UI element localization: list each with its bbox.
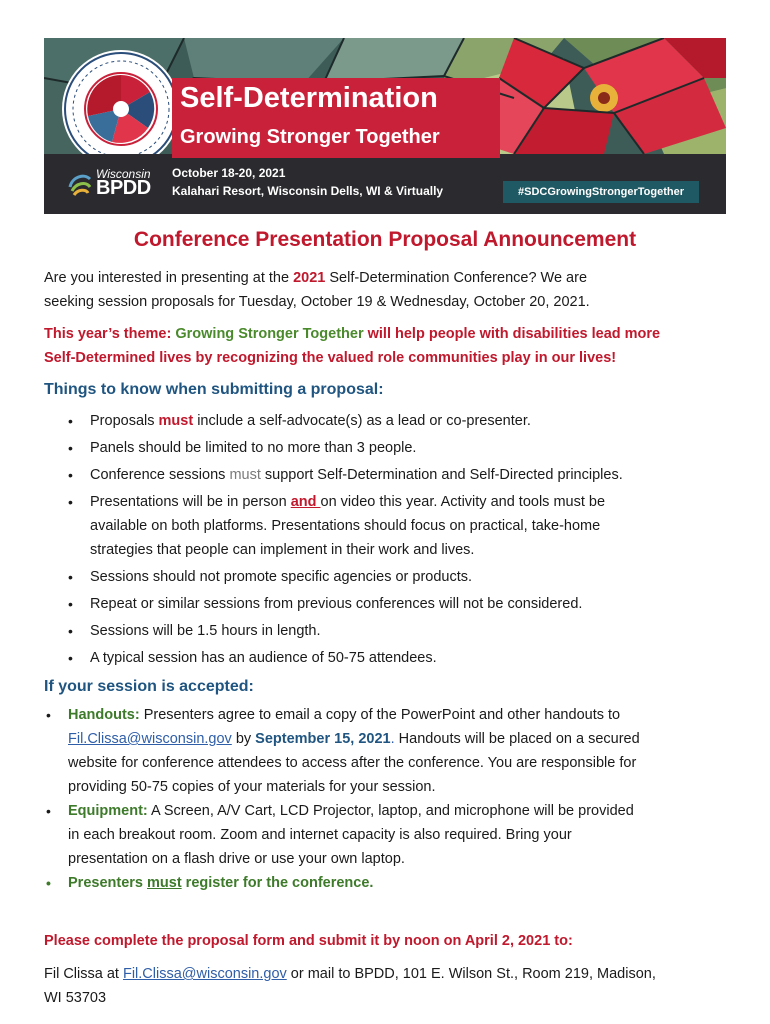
- if-accepted-heading: If your session is accepted:: [44, 678, 254, 695]
- conference-seal-logo: [62, 50, 180, 168]
- theme-line-1: This year’s theme: Growing Stronger Together will help people with disabilities lead more: [44, 326, 661, 342]
- intro-paragraph: [44, 266, 590, 314]
- intro-year: 2021: [293, 270, 326, 286]
- bpdd-swirl-icon: [66, 169, 94, 197]
- list-item-handouts: • Handouts: Presenters agree to email a copy of the PowerPoint and other handouts to Fil.Clissa@wisconsin.gov by September 15, 2021. Handouts will be placed on a secured website for conference attendees to access after the conference. You are responsible for providing 50-75 copies of your materials for your session.: [44, 703, 734, 799]
- intro-line-2: seeking session proposals for Tuesday, October 19 & Wednesday, October 20, 2021.: [44, 294, 590, 310]
- contact-paragraph: Fil Clissa at Fil.Clissa@wisconsin.gov or mail to BPDD, 101 E. Wilson St., Room 219, Madison, WI 53703: [44, 962, 656, 1010]
- list-item: • A typical session has an audience of 50-75 attendees.: [68, 646, 728, 670]
- conference-banner: [44, 38, 726, 214]
- things-to-know-heading: Things to know when submitting a proposal:: [44, 381, 384, 398]
- list-item-register: • Presenters must register for the conference.: [44, 871, 734, 895]
- banner-title: Self-Determination: [180, 82, 438, 114]
- banner-subtitle: Growing Stronger Together: [180, 126, 440, 148]
- theme-line-2: Self-Determined lives by recognizing the valued role communities play in our lives!: [44, 350, 617, 366]
- banner-title-box: [172, 78, 500, 158]
- logo-wisconsin-text: Wisconsin: [96, 167, 151, 181]
- submission-deadline: Please complete the proposal form and submit it by noon on April 2, 2021 to:: [44, 933, 573, 949]
- list-item: • Sessions should not promote specific agencies or products.: [68, 565, 728, 589]
- accepted-list: [44, 703, 734, 895]
- list-item: • Repeat or similar sessions from previous conferences will not be considered.: [68, 592, 728, 616]
- requirements-list: [68, 409, 728, 673]
- list-item: • Sessions will be 1.5 hours in length.: [68, 619, 728, 643]
- list-item-equipment: • Equipment: A Screen, A/V Cart, LCD Projector, laptop, and microphone will be provided in each breakout room. Zoom and internet capacity is also required. Bring your presentation on a flash drive or use your own laptop.: [44, 799, 734, 871]
- bpdd-logo: [66, 166, 166, 202]
- page-title: Conference Presentation Proposal Announcement: [133, 228, 637, 251]
- conference-dates: October 18-20, 2021: [172, 166, 286, 180]
- contact-email-link[interactable]: Fil.Clissa@wisconsin.gov: [122, 966, 287, 982]
- intro-line-1: Are you interested in presenting at the 2021 Self-Determination Conference? We are: [44, 270, 588, 286]
- logo-bpdd-text: BPDD: [96, 177, 151, 199]
- conference-venue: Kalahari Resort, Wisconsin Dells, WI & Virtually: [172, 184, 444, 198]
- contact-address-line-2: WI 53703: [44, 990, 107, 1006]
- list-item: • Conference sessions must support Self-Determination and Self-Directed principles.: [68, 463, 728, 487]
- list-item: • Presentations will be in person and on video this year. Activity and tools must be available on both platforms. Presentations should focus on practical, take-home strategies that people can implement in their work and lives.: [68, 490, 728, 562]
- theme-paragraph: [44, 322, 660, 370]
- list-item: • Proposals must include a self-advocate(s) as a lead or co-presenter.: [68, 409, 728, 433]
- handouts-email-link[interactable]: Fil.Clissa@wisconsin.gov: [68, 731, 232, 747]
- conference-hashtag: #SDCGrowingStrongerTogether: [503, 181, 699, 203]
- list-item: • Panels should be limited to no more than 3 people.: [68, 436, 728, 460]
- theme-name: Growing Stronger Together: [175, 326, 364, 342]
